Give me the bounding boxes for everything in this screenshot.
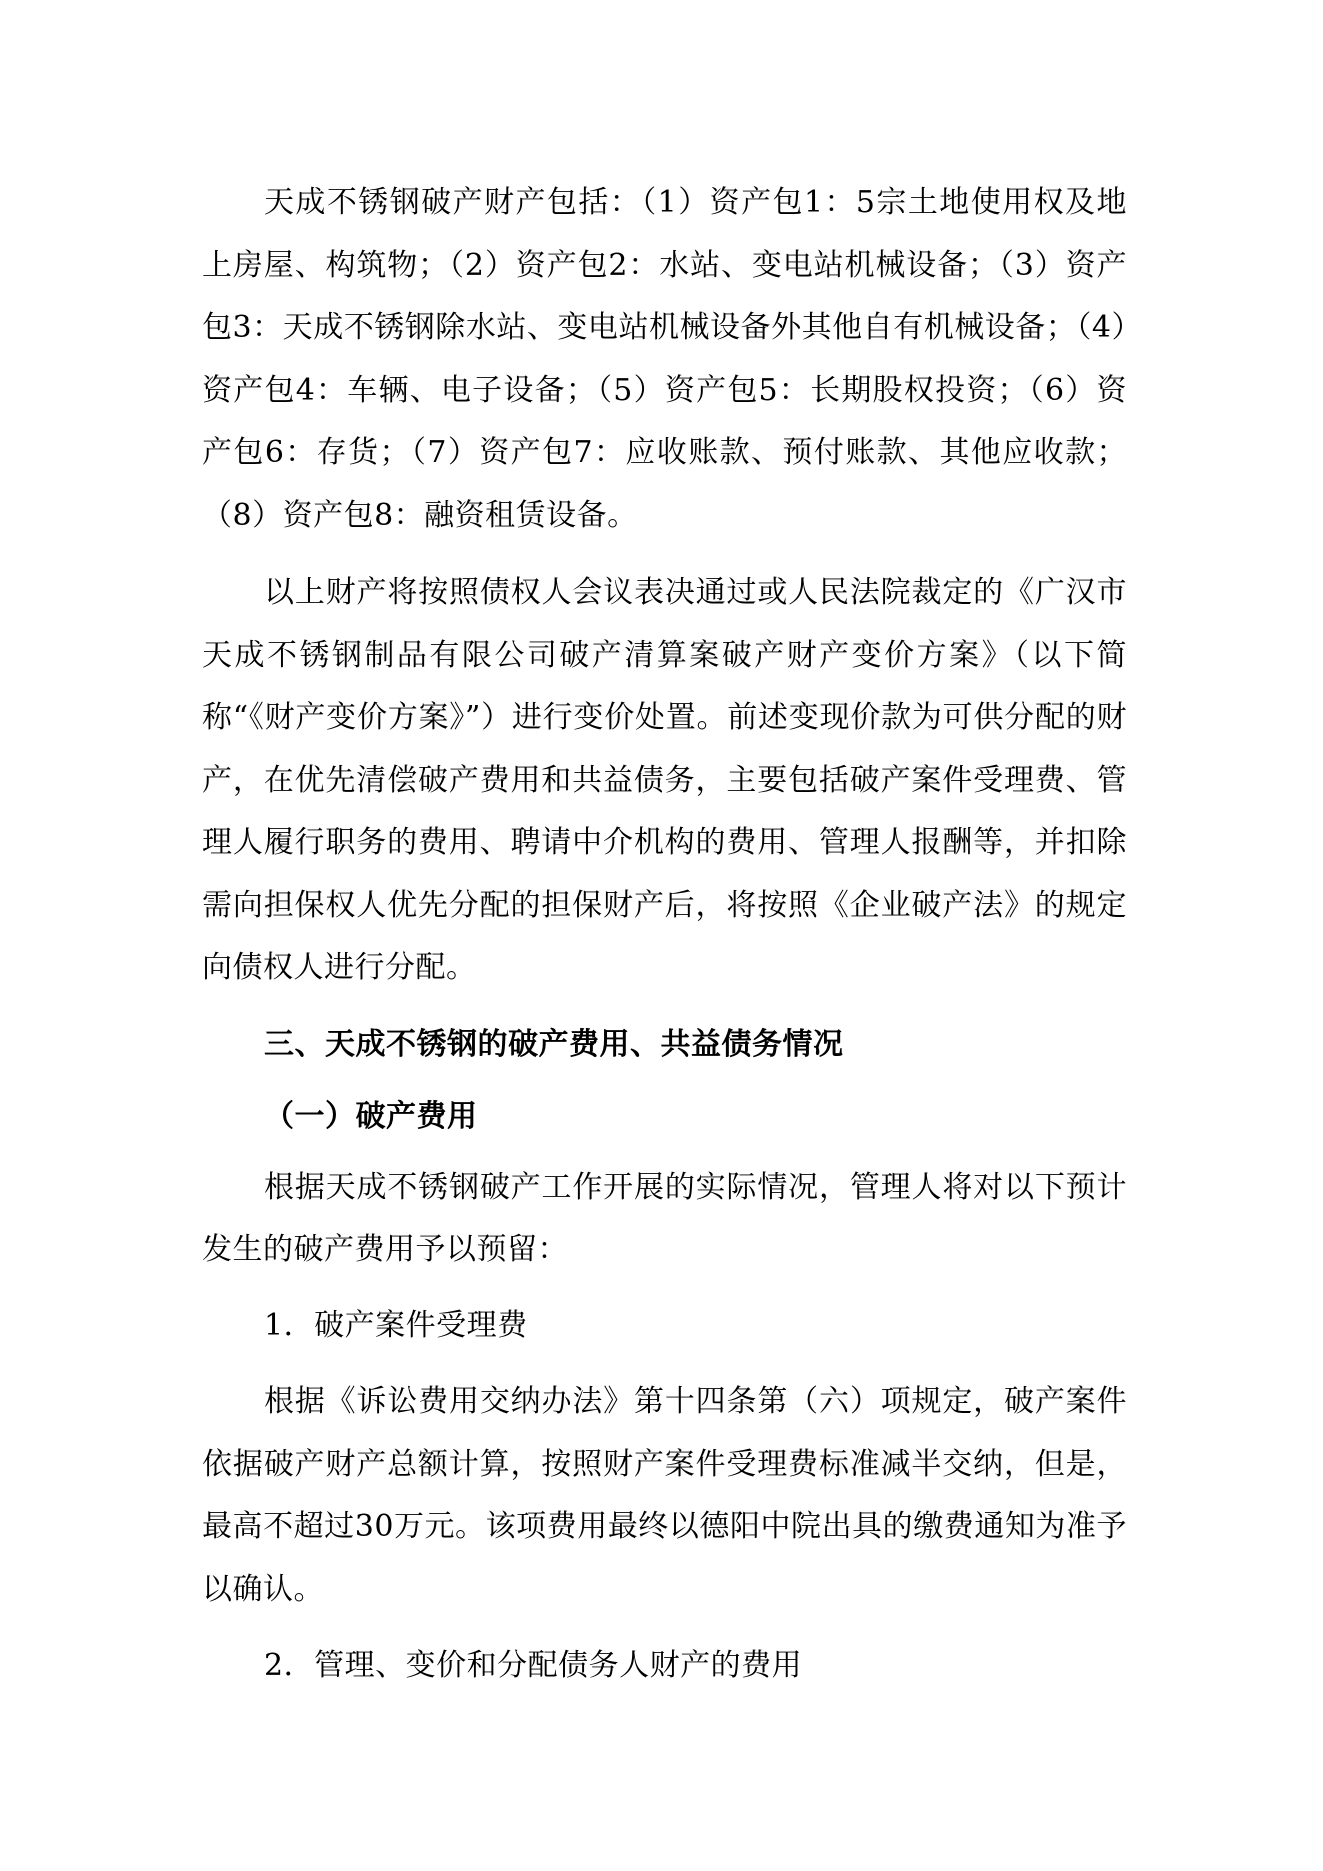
list-item-case-acceptance-fee: 1．破产案件受理费 [264,1307,528,1343]
document-page [202,172,1127,1698]
subsection-heading-bankruptcy-expenses: （一）破产费用 [264,1099,478,1134]
paragraph-asset-disposal: 以上财产将按照债权人会议表决通过或人民法院裁定的《广汉市天成不锈钢制品有限公司破产清算案破产财产变价方案》（以下简称“《财产变价方案》”）进行变价处置。前述变现价款为可供分配的财产，在优先清偿破产费用和共益债务，主要包括破产案件受理费、管理人履行职务的费用、聘请中介机构的费用、管理人报酬等，并扣除需向担保权人优先分配的担保财产后，将按照《企业破产法》的规定向债权人进行分配。 [202,575,1127,985]
list-item-management-fees: 2．管理、变价和分配债务人财产的费用 [264,1648,803,1683]
paragraph-acceptance-fee-rule: 根据《诉讼费用交纳办法》第十四条第（六）项规定，破产案件依据破产财产总额计算，按照财产案件受理费标准减半交纳，但是，最高不超过30万元。该项费用最终以德阳中院出具的缴费通知为准予以确认。 [202,1384,1127,1607]
paragraph-reserved-expenses: 根据天成不锈钢破产工作开展的实际情况，管理人将对以下预计发生的破产费用予以预留： [202,1169,1127,1267]
section-heading-expenses-debts: 三、天成不锈钢的破产费用、共益债务情况 [264,1026,844,1062]
paragraph-bankruptcy-assets: 天成不锈钢破产财产包括：（1）资产包1：5宗土地使用权及地上房屋、构筑物；（2）资产包2：水站、变电站机械设备；（3）资产包3：天成不锈钢除水站、变电站机械设备外其他自有机械设备；（4）资产包4：车辆、电子设备；（5）资产包5：长期股权投资；（6）资产包6：存货；（7）资产包7：应收账款、预付账款、其他应收款；（8）资产包8：融资租赁设备。 [202,185,1127,533]
